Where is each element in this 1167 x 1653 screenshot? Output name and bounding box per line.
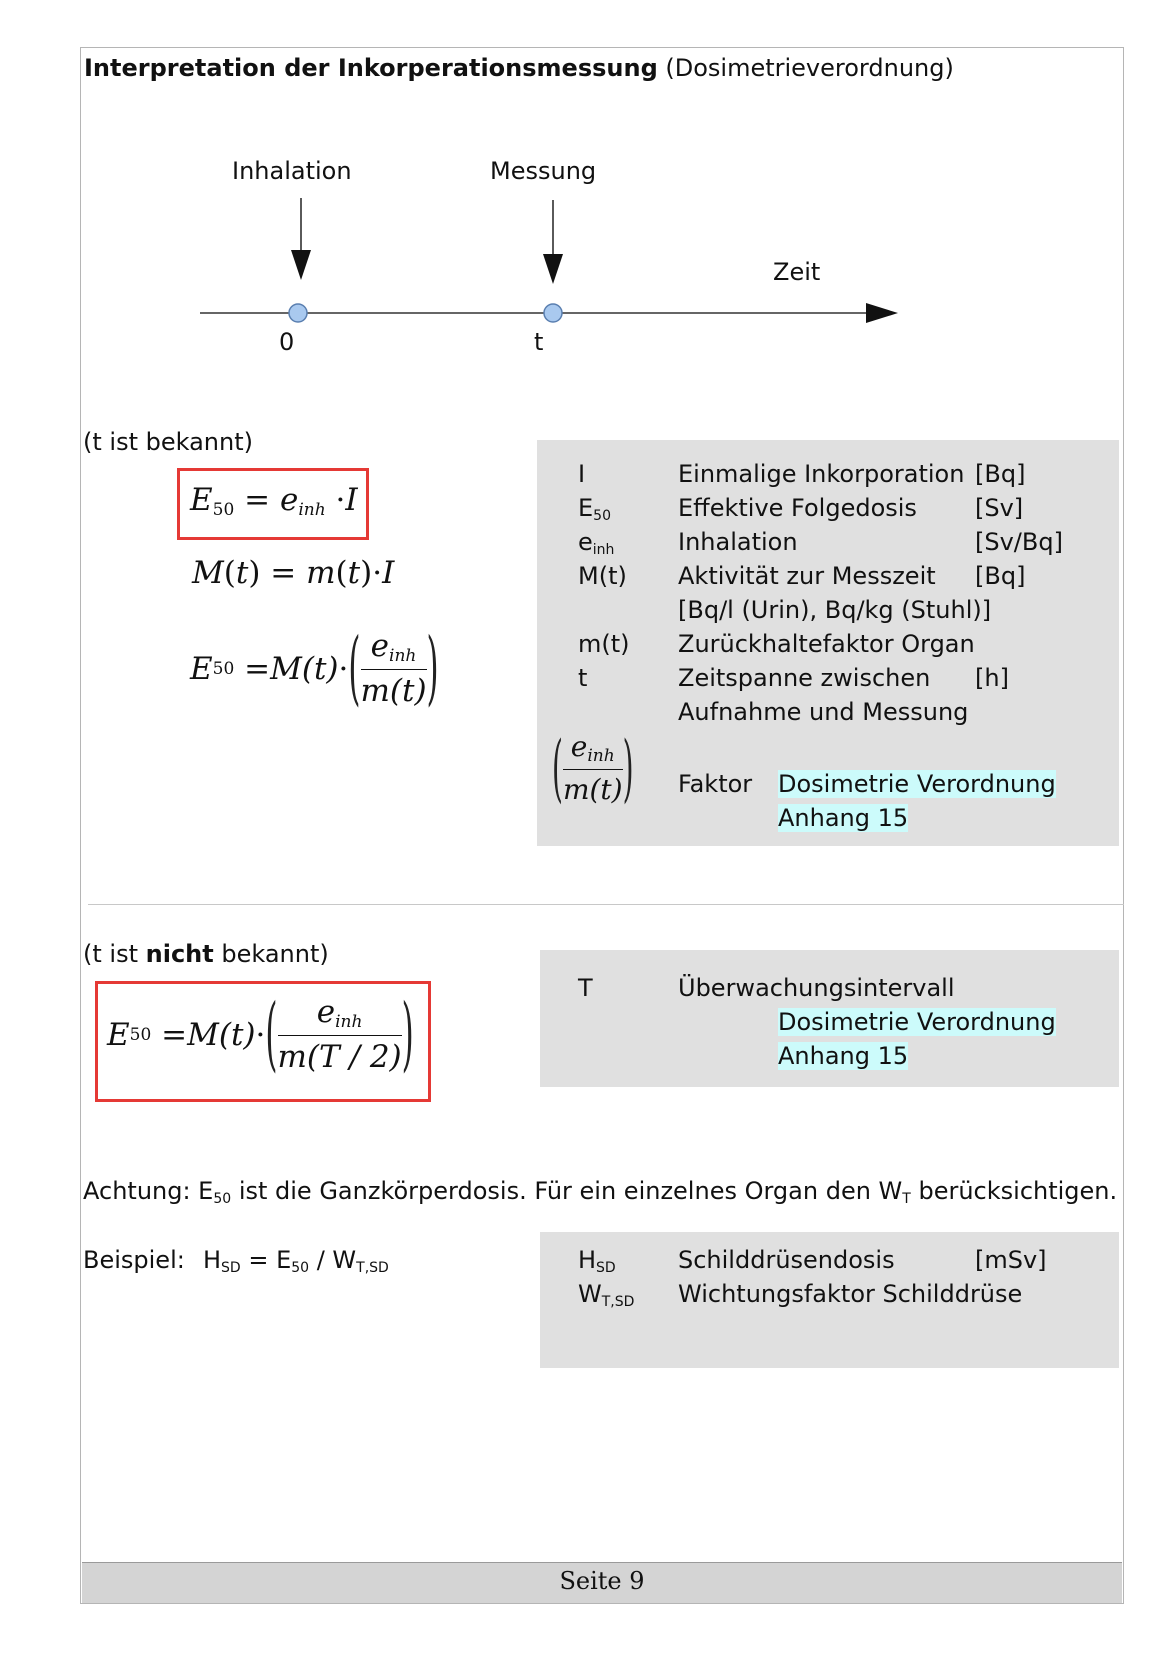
legend-symbol-T: T (578, 974, 593, 1002)
legend2-ref-anhang: Anhang 15 (778, 1042, 909, 1070)
timeline-label-inhalation: Inhalation (232, 157, 352, 185)
timeline-marker-zero (289, 304, 307, 322)
legend3-desc-w: Wichtungsfaktor Schilddrüse (678, 1280, 1023, 1308)
example-formula: $H_{SD} = E_{50} / W_{T,SD}$ (203, 1246, 389, 1276)
note-t-known: (t ist bekannt) (83, 428, 253, 456)
legend-desc-interval: Überwachungsintervall (678, 974, 955, 1002)
inhalation-arrowhead (291, 250, 311, 280)
formula-e50-from-measurement: E 50 = M (t) · ( $\frac{e_{inh}}{m(t)}$ ) (190, 621, 439, 716)
legend3-desc-h: Schilddrüsendosis (678, 1246, 895, 1274)
legend-ref-dosimetrie: Dosimetrie Verordnung (778, 770, 1056, 798)
timeline-arrowhead (866, 303, 898, 323)
timeline-label-zeit: Zeit (773, 258, 821, 286)
timeline-tick-zero: 0 (279, 328, 295, 356)
legend2-ref-dosimetrie: Dosimetrie Verordnung (778, 1008, 1056, 1036)
formula-e50-inh: $E_{50} = e_{inh} \cdot I$ (190, 482, 358, 520)
legend3-symbol-w: $W_{T,SD}$ (578, 1280, 635, 1310)
legend-factor-label: Faktor (678, 770, 753, 798)
timeline-tick-t: t (534, 328, 544, 356)
timeline-marker-t (544, 304, 562, 322)
formula-activity: M(t) = m(t)·I (192, 555, 395, 591)
legend3-unit-h: [mSv] (975, 1246, 1047, 1274)
timeline-label-messung: Messung (490, 157, 597, 185)
section-divider (88, 904, 1124, 905)
timeline-diagram (190, 190, 910, 330)
messung-arrowhead (543, 254, 563, 284)
note-t-unknown: (t ist nicht bekannt) (83, 940, 329, 968)
page-title: Interpretation der Inkorperationsmessung (Dosimetrieverordnung) (84, 54, 954, 82)
example-label: Beispiel: (83, 1246, 185, 1274)
warning-note: Achtung: $E_{50}$ ist die Ganzkörperdosis. Für ein einzelnes Organ den $W_T$ berücksichtigen. (83, 1177, 1118, 1207)
legend3-symbol-h: $H_{SD}$ (578, 1246, 616, 1276)
page-number: Seite 9 (559, 1567, 645, 1595)
legend-ref-anhang: Anhang 15 (778, 804, 909, 832)
legend-factor-fraction: ( $\frac{e_{inh}}{m(t)}$ ) (552, 725, 634, 811)
formula-e50-interval: E 50 = M (t) · ( $\frac{e_{inh}}{m(T / 2)}$ ) (107, 987, 414, 1082)
